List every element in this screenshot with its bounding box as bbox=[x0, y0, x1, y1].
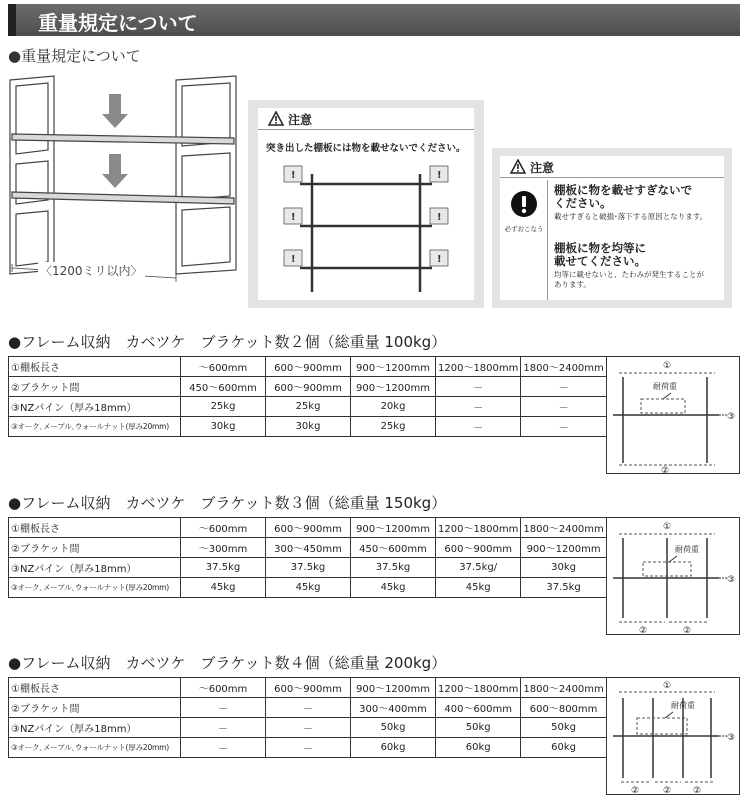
table-row bbox=[9, 578, 607, 598]
section-subtitle: ●重量規定について bbox=[8, 47, 141, 65]
svg-text:!: ! bbox=[291, 170, 296, 181]
section-title-4-brackets: ●フレーム収納 カベツケ ブラケット数４個（総重量 200kg） bbox=[8, 654, 447, 672]
caution-heading-2a: 棚板に物を均等に bbox=[554, 241, 646, 255]
table-cell: － bbox=[521, 377, 606, 397]
table-cell: 1800～2400mm bbox=[521, 357, 606, 377]
diagram-bottom-label: ② bbox=[631, 786, 640, 796]
table-cell: 60kg bbox=[351, 738, 436, 758]
row-label: ①棚板長さ bbox=[9, 357, 181, 377]
table-cell: － bbox=[266, 698, 351, 718]
table-cell: 45kg bbox=[436, 578, 521, 598]
row-label: ②ブラケット間 bbox=[9, 377, 181, 397]
table-cell: 900～1200mm bbox=[351, 377, 436, 397]
diagram-bottom-label: ② bbox=[661, 466, 670, 475]
caution-message: 突き出した棚板には物を載せないでください。 bbox=[266, 143, 466, 154]
table-cell: ～600mm bbox=[181, 357, 266, 377]
bracket-diagram-2 bbox=[606, 356, 740, 474]
exclamation-circle-icon bbox=[510, 190, 538, 218]
table-cell: 37.5kg bbox=[351, 558, 436, 578]
diagram-bottom-label: ② bbox=[663, 786, 672, 796]
row-label: ①棚板長さ bbox=[9, 678, 181, 698]
svg-text:!: ! bbox=[291, 212, 296, 223]
table-cell: 1800～2400mm bbox=[521, 678, 606, 698]
spec-table-2-brackets bbox=[8, 356, 607, 437]
table-row bbox=[9, 558, 607, 578]
table-cell: 37.5kg/ bbox=[436, 558, 521, 578]
diagram-top-label: ① bbox=[663, 361, 672, 371]
table-cell: 300～450mm bbox=[266, 538, 351, 558]
caution-title: 注意 bbox=[530, 161, 555, 175]
row-label: ③オーク､メープル､ウォールナット(厚み20mm) bbox=[9, 578, 181, 598]
table-cell: － bbox=[436, 377, 521, 397]
table-cell: 37.5kg bbox=[181, 558, 266, 578]
must-label: 必ずおこなう bbox=[504, 225, 544, 233]
table-cell: － bbox=[436, 417, 521, 437]
table-cell: － bbox=[181, 718, 266, 738]
banner-title: 重量規定について bbox=[38, 11, 198, 35]
caution-heading-1b: ください。 bbox=[554, 196, 612, 210]
caution-heading-1a: 棚板に物を載せすぎないで bbox=[554, 183, 692, 197]
table-row bbox=[9, 538, 607, 558]
table-cell: － bbox=[181, 738, 266, 758]
caution-detail-1: 載せすぎると破損･落下する原因となります。 bbox=[554, 212, 708, 221]
table-cell: 50kg bbox=[521, 718, 606, 738]
table-cell: 600～900mm bbox=[266, 357, 351, 377]
caution-detail-2b: あります。 bbox=[554, 280, 591, 289]
table-cell: 30kg bbox=[266, 417, 351, 437]
table-cell: 60kg bbox=[521, 738, 606, 758]
warning-triangle-icon bbox=[268, 111, 284, 126]
table-cell: 400～600mm bbox=[436, 698, 521, 718]
caution-panel-load bbox=[492, 148, 732, 308]
table-cell: 45kg bbox=[181, 578, 266, 598]
table-cell: 300～400mm bbox=[351, 698, 436, 718]
diagram-top-label: ① bbox=[663, 522, 672, 532]
row-label: ③オーク､メープル､ウォールナット(厚み20mm) bbox=[9, 738, 181, 758]
table-cell: 20kg bbox=[351, 397, 436, 417]
table-row bbox=[9, 718, 607, 738]
warning-triangle-icon bbox=[510, 159, 526, 174]
table-cell: 1200～1800mm bbox=[436, 678, 521, 698]
table-cell: 37.5kg bbox=[521, 578, 606, 598]
table-cell: 450～600mm bbox=[181, 377, 266, 397]
caution-panel-overhang bbox=[248, 100, 484, 308]
table-cell: 450～600mm bbox=[351, 538, 436, 558]
page-banner bbox=[8, 4, 740, 36]
diagram-load-label: 耐荷重 bbox=[671, 701, 695, 710]
table-cell: － bbox=[181, 698, 266, 718]
table-cell: 50kg bbox=[436, 718, 521, 738]
table-cell: － bbox=[266, 718, 351, 738]
section-title-3-brackets: ●フレーム収納 カベツケ ブラケット数３個（総重量 150kg） bbox=[8, 494, 447, 512]
svg-text:!: ! bbox=[437, 254, 442, 265]
table-cell: ～600mm bbox=[181, 518, 266, 538]
row-label: ③NZパイン（厚み18mm） bbox=[9, 397, 181, 417]
bracket-diagram-4 bbox=[606, 677, 740, 795]
table-cell: － bbox=[521, 417, 606, 437]
table-cell: 600～800mm bbox=[521, 698, 606, 718]
svg-text:!: ! bbox=[291, 254, 296, 265]
diagram-load-label: 耐荷重 bbox=[675, 545, 699, 554]
table-row bbox=[9, 377, 607, 397]
svg-text:!: ! bbox=[437, 170, 442, 181]
row-label: ③NZパイン（厚み18mm） bbox=[9, 558, 181, 578]
table-row bbox=[9, 518, 607, 538]
table-cell: 1200～1800mm bbox=[436, 357, 521, 377]
table-cell: ～300mm bbox=[181, 538, 266, 558]
table-cell: 25kg bbox=[181, 397, 266, 417]
table-cell: 600～900mm bbox=[266, 678, 351, 698]
table-cell: 1200～1800mm bbox=[436, 518, 521, 538]
table-cell: 900～1200mm bbox=[351, 518, 436, 538]
table-row bbox=[9, 738, 607, 758]
table-cell: 30kg bbox=[521, 558, 606, 578]
caution-detail-2a: 均等に載せないと、たわみが発生することが bbox=[554, 270, 704, 279]
table-cell: 600～900mm bbox=[436, 538, 521, 558]
table-row bbox=[9, 417, 607, 437]
table-cell: 45kg bbox=[351, 578, 436, 598]
caution-title: 注意 bbox=[288, 113, 313, 127]
table-cell: 60kg bbox=[436, 738, 521, 758]
table-row bbox=[9, 357, 607, 377]
width-caption: 〈1200ミリ以内〉 bbox=[40, 264, 143, 278]
mandatory-icon-column bbox=[500, 180, 548, 300]
spec-table-3-brackets bbox=[8, 517, 607, 598]
table-cell: 45kg bbox=[266, 578, 351, 598]
shelf-illustration bbox=[0, 72, 245, 292]
svg-text:!: ! bbox=[437, 212, 442, 223]
diagram-bottom-label: ② bbox=[693, 786, 702, 796]
table-cell: ～600mm bbox=[181, 678, 266, 698]
table-cell: － bbox=[436, 397, 521, 417]
table-cell: 50kg bbox=[351, 718, 436, 738]
table-row bbox=[9, 397, 607, 417]
table-cell: 30kg bbox=[181, 417, 266, 437]
table-cell: 600～900mm bbox=[266, 377, 351, 397]
table-cell: 1800～2400mm bbox=[521, 518, 606, 538]
diagram-bottom-label: ② bbox=[639, 626, 648, 636]
table-cell: 25kg bbox=[351, 417, 436, 437]
diagram-bottom-label: ② bbox=[683, 626, 692, 636]
table-row bbox=[9, 678, 607, 698]
table-cell: 25kg bbox=[266, 397, 351, 417]
spec-table-4-brackets bbox=[8, 677, 607, 758]
row-label: ③NZパイン（厚み18mm） bbox=[9, 718, 181, 738]
row-label: ①棚板長さ bbox=[9, 518, 181, 538]
row-label: ②ブラケット間 bbox=[9, 698, 181, 718]
table-cell: 900～1200mm bbox=[521, 538, 606, 558]
table-cell: 600～900mm bbox=[266, 518, 351, 538]
table-cell: 900～1200mm bbox=[351, 357, 436, 377]
row-label: ②ブラケット間 bbox=[9, 538, 181, 558]
overhang-shelf-diagram bbox=[280, 164, 456, 294]
diagram-top-label: ① bbox=[663, 681, 672, 691]
table-cell: － bbox=[521, 397, 606, 417]
section-title-2-brackets: ●フレーム収納 カベツケ ブラケット数２個（総重量 100kg） bbox=[8, 333, 447, 351]
table-cell: 37.5kg bbox=[266, 558, 351, 578]
table-row bbox=[9, 698, 607, 718]
table-cell: 900～1200mm bbox=[351, 678, 436, 698]
row-label: ③オーク､メープル､ウォールナット(厚み20mm) bbox=[9, 417, 181, 437]
diagram-load-label: 耐荷重 bbox=[653, 382, 677, 391]
bracket-diagram-3 bbox=[606, 517, 740, 635]
diagram-side-label: ③ bbox=[727, 733, 736, 743]
table-cell: － bbox=[266, 738, 351, 758]
diagram-side-label: ③ bbox=[727, 412, 736, 422]
diagram-side-label: ③ bbox=[727, 575, 736, 585]
caution-heading-2b: 載せてください。 bbox=[554, 254, 646, 268]
